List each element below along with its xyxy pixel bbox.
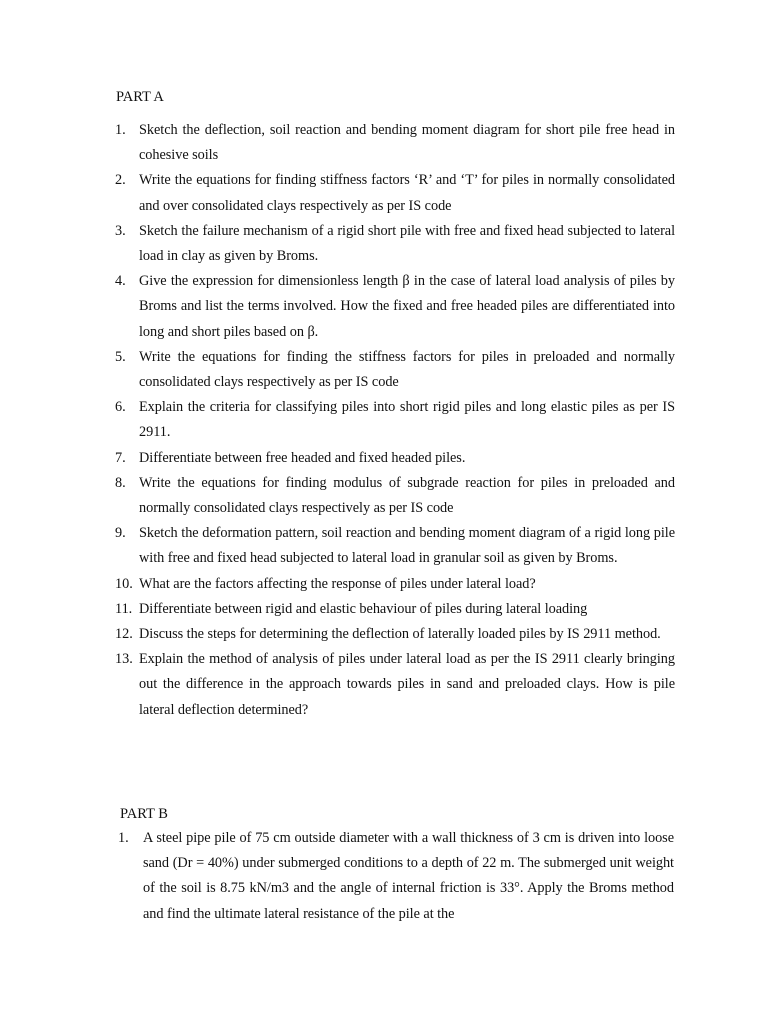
question-number: 13. [115,651,133,668]
question-number: 2. [115,172,126,189]
question-item [115,647,675,723]
question-text: Give the expression for dimensionless length β in the case of lateral load analysis of piles by Broms and list the terms involved. How the fixed and free headed piles are differentiated into long and short piles based on β. [139,273,675,340]
question-item [115,269,675,345]
question-text: What are the factors affecting the response of piles under lateral load? [139,575,536,592]
question-text: Write the equations for finding stiffness factors ‘R’ and ‘T’ for piles in normally consolidated and over consolidated clays respectively as per IS code [139,172,675,214]
question-item [115,597,675,622]
question-text: Differentiate between rigid and elastic behaviour of piles during lateral loading [139,600,588,617]
question-item [115,622,675,647]
question-text: Discuss the steps for determining the deflection of laterally loaded piles by IS 2911 method. [139,626,661,643]
question-item [115,395,675,445]
question-number: 9. [115,525,126,542]
question-number: 8. [115,474,126,491]
question-text: Differentiate between free headed and fixed headed piles. [139,449,466,466]
question-item [115,446,675,471]
question-text: Sketch the deformation pattern, soil reaction and bending moment diagram of a rigid long pile with free and fixed head subjected to lateral load in granular soil as given by Broms. [139,525,675,567]
question-item [115,345,675,395]
question-item [115,471,675,521]
question-item [115,219,675,269]
question-number: 7. [115,449,126,466]
question-item [115,572,675,597]
question-text: Write the equations for finding modulus of subgrade reaction for piles in preloaded and normally consolidated clays respectively as per IS code [139,474,675,517]
part-a-heading: PART A [116,89,164,105]
question-item [115,521,675,571]
question-text: Sketch the deflection, soil reaction and bending moment diagram for short pile free head in cohesive soils [139,122,675,164]
question-number: 10. [115,575,133,592]
question-text: Explain the method of analysis of piles under lateral load as per the IS 2911 clearly bringing out the difference in the approach towards piles in sand and preloaded clays. How is pile lateral deflection determined? [139,651,675,718]
question-item [118,826,674,927]
question-text: Sketch the failure mechanism of a rigid short pile with free and fixed head subjected to lateral load in clay as given by Broms. [139,222,675,265]
question-number: 5. [115,348,126,365]
question-number: 3. [115,222,126,239]
question-number: 6. [115,399,126,416]
question-number: 11. [115,600,133,617]
part-b-heading: PART B [120,806,168,822]
question-number: 12. [115,626,133,643]
question-number: 1. [118,830,129,846]
question-number: 1. [115,122,126,138]
question-item [115,118,675,168]
question-text: A steel pipe pile of 75 cm outside diameter with a wall thickness of 3 cm is driven into loose sand (Dr = 40%) under submerged conditions to a depth of 22 m. The submerged unit weight of the soil is 8.75 kN/m3 and the angle of internal friction is 33°. Apply the Broms method and find the ultimate lateral resistance of the pile at the [143,830,674,922]
question-number: 4. [115,273,126,290]
part-b-question-list [118,826,674,927]
question-text: Explain the criteria for classifying piles into short rigid piles and long elastic piles as per IS 2911. [139,399,675,441]
question-item [115,168,675,218]
part-a-question-list [115,118,675,723]
question-text: Write the equations for finding the stiffness factors for piles in preloaded and normally consolidated clays respectively as per IS code [139,348,675,391]
